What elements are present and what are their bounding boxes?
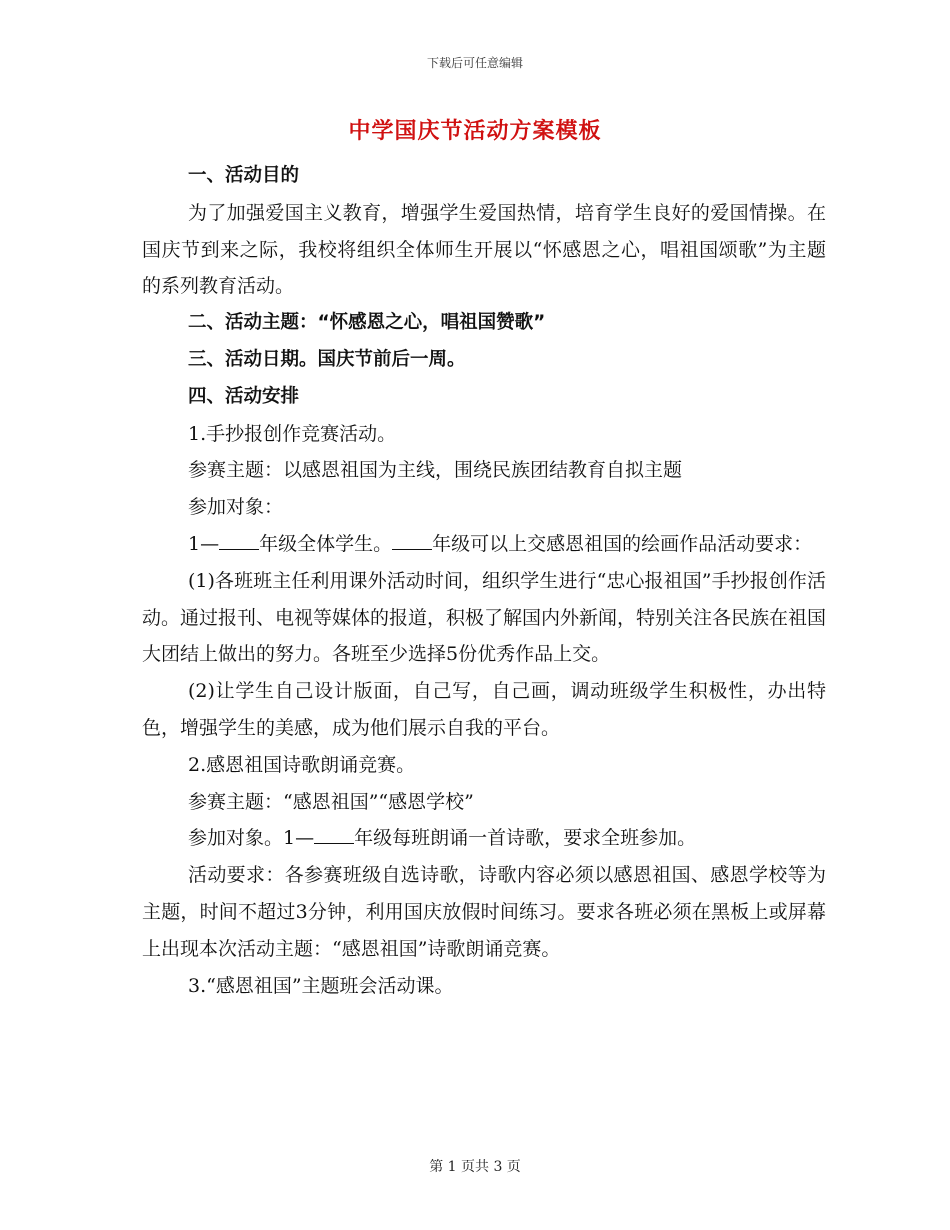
activity-2-target-suffix: 年级每班朗诵一首诗歌，要求全班参加。 [354, 827, 697, 850]
section-heading-date: 三、活动日期。国庆节前后一周。 [188, 348, 466, 370]
activity-2-target [142, 820, 826, 857]
activity-1-requirement-2: (2)让学生自己设计版面，自己写，自己画，调动班级学生积极性，办出特色，增强学生的美感，成为他们展示自我的平台。 [142, 680, 826, 739]
grade-blank-1 [219, 528, 259, 550]
activity-2-title: 2.感恩祖国诗歌朗诵竞赛。 [188, 753, 416, 776]
section-heading-theme: 二、活动主题：“怀感恩之心，唱祖国赞歌” [188, 312, 546, 334]
document-title: 中学国庆节活动方案模板 [348, 119, 602, 144]
activity-2-requirement: 活动要求：各参赛班级自选诗歌，诗歌内容必须以感恩祖国、感恩学校等为主题，时间不超过3分钟，利用国庆放假时间练习。要求各班必须在黑板上或屏幕上出现本次活动主题：“感恩祖国”诗歌朗诵竞赛。 [142, 864, 826, 960]
grade-line-suffix: 年级可以上交感恩祖国的绘画作品活动要求： [432, 532, 813, 555]
section-heading-purpose: 一、活动目的 [188, 165, 300, 186]
activity-3-title: 3.“感恩祖国”主题班会活动课。 [188, 974, 454, 997]
grade-blank-2 [392, 528, 432, 550]
grade-line-middle: 年级全体学生。 [259, 532, 393, 555]
paragraph-purpose: 为了加强爱国主义教育，增强学生爱国热情，培育学生良好的爱国情操。在国庆节到来之际，我校将组织全体师生开展以“怀感恩之心，唱祖国颂歌”为主题的系列教育活动。 [142, 201, 826, 298]
grade-range-prefix: 1— [188, 532, 220, 555]
grade-blank-3 [314, 822, 354, 844]
activity-2-theme: 参赛主题：“感恩祖国”“感恩学校” [188, 790, 474, 813]
activity-1-title: 1.手抄报创作竞赛活动。 [188, 422, 397, 445]
section-heading-arrangement: 四、活动安排 [188, 385, 300, 407]
activity-1-grade-line [142, 526, 826, 563]
page-header: 下载后可任意编辑 [426, 56, 523, 70]
page-footer: 第 1 页共 3 页 [429, 1159, 521, 1175]
document-body [142, 158, 826, 1004]
activity-2-target-prefix: 参加对象。1— [188, 827, 315, 850]
activity-1-target: 参加对象： [188, 496, 284, 519]
activity-1-requirement-1: (1)各班班主任利用课外活动时间，组织学生进行“忠心报祖国”手抄报创作活动。通过报刊、电视等媒体的报道，积极了解国内外新闻，特别关注各民族在祖国大团结上做出的努力。各班至少选择5份优秀作品上交。 [142, 569, 827, 666]
activity-1-theme: 参赛主题：以感恩祖国为主线，围绕民族团结教育自拟主题 [188, 459, 683, 482]
